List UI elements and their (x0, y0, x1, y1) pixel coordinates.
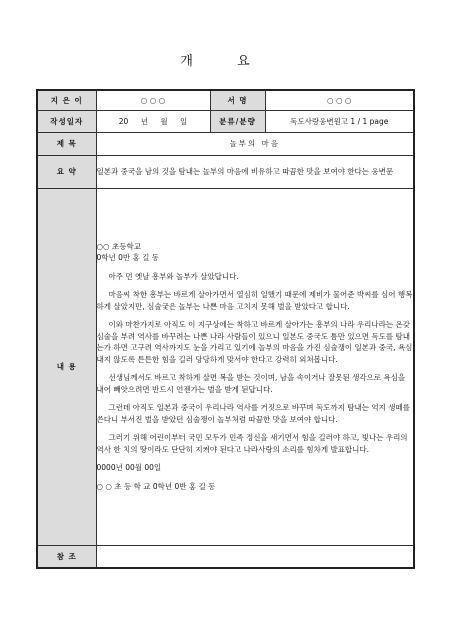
reviewer-label: 서 명 (210, 90, 265, 110)
content-body (96, 188, 414, 545)
category-label: 분류/분량 (210, 110, 265, 132)
content-paragraph-2: 마음씨 착한 흥부는 바르게 살아가면서 열심히 일했기 때문에 제비가 물어준 박씨를 심어 행복하게 살았지만, 심술궂은 놀부는 나쁜 마음 고치지 못해 벌을 받았다고 합니다. (96, 290, 413, 311)
date-row (37, 110, 414, 132)
summary-row (37, 155, 414, 188)
content-signature: ○ ○ 초 등 학 교 0학년 0반 홍 길 동 (96, 481, 216, 491)
content-date-line: 0000년 00월 00일 (96, 463, 162, 473)
subject-row (37, 132, 414, 155)
summary-value: 일본과 중국을 남의 것을 탐내는 놀부의 마음에 비유하고 따끔한 맛을 보여야 한다는 웅변문 (96, 155, 414, 188)
content-paragraph-5: 그런데 아직도 일본과 중국이 우리나라 역사를 거짓으로 바꾸며 독도까지 탐내는 억지 생떼를 쓴다니 부서진 벌을 받았던 심술쟁이 놀부처럼 따끔한 맛을 보여야 합니다. (96, 403, 411, 424)
content-row (37, 188, 414, 545)
author-value: ○ ○ ○ (96, 90, 210, 110)
reference-row (37, 545, 414, 568)
reference-label: 참 조 (37, 545, 96, 568)
category-value: 독도사랑웅변원고 1 / 1 page (265, 110, 414, 132)
author-row (37, 90, 414, 110)
subject-label: 제 목 (37, 132, 96, 155)
content-school: ○○ 초등학교 (96, 241, 141, 251)
content-paragraph-4: 선생님께서도 바르고 착하게 살면 복을 받는 것이며, 남을 속이거나 잘못된 생각으로 욕심을 내어 빼앗으려면 반드시 언젠가는 벌을 받게 된답니다. (96, 373, 406, 394)
content-paragraph-1: 아주 먼 옛날 흥부와 놀부가 살았답니다. (108, 271, 239, 281)
content-paragraph-6: 그러기 위해 어린이부터 국민 모두가 민족 정신을 새기면서 힘을 길러야 하고, 빛나는 우리의 역사 한 치의 땅이라도 단단히 지켜야 된다고 나라사랑의 소리를 힘차게 발표합니다. (96, 433, 408, 454)
reference-value (96, 545, 414, 568)
document-title: 개 요 (180, 54, 270, 69)
content-label: 내 용 (37, 188, 96, 545)
content-class-name: 0학년 0반 홍 길 동 (96, 253, 160, 263)
date-value: 20 년 월 일 (96, 110, 210, 132)
summary-form-table (36, 89, 415, 569)
author-label: 지 은 이 (37, 90, 96, 110)
summary-label: 요 약 (37, 155, 96, 188)
reviewer-value: ○ ○ ○ (265, 90, 414, 110)
subject-value: 놀부의 마음 (96, 132, 414, 155)
content-paragraph-3: 이와 마찬가지로 아직도 이 지구상에는 착하고 바르게 살아가는 흥부의 나라 우리나라는 온갖 심술을 부려 역사를 바꾸려는 나쁜 나라 사람들이 있으니 일본도 중국도 틈만 있으면 독도를 탐내는가 하면 고구려 역사까지도 눈을 가리고 있기에 놀부의 마음을 가진 심술쟁이 일본과 중국, 욕심내지 않도록 튼튼한 힘을 길러 당당하게 맞서야 한다고 강력히 외쳐봅니다. (96, 320, 413, 364)
date-label: 작성일자 (37, 110, 96, 132)
